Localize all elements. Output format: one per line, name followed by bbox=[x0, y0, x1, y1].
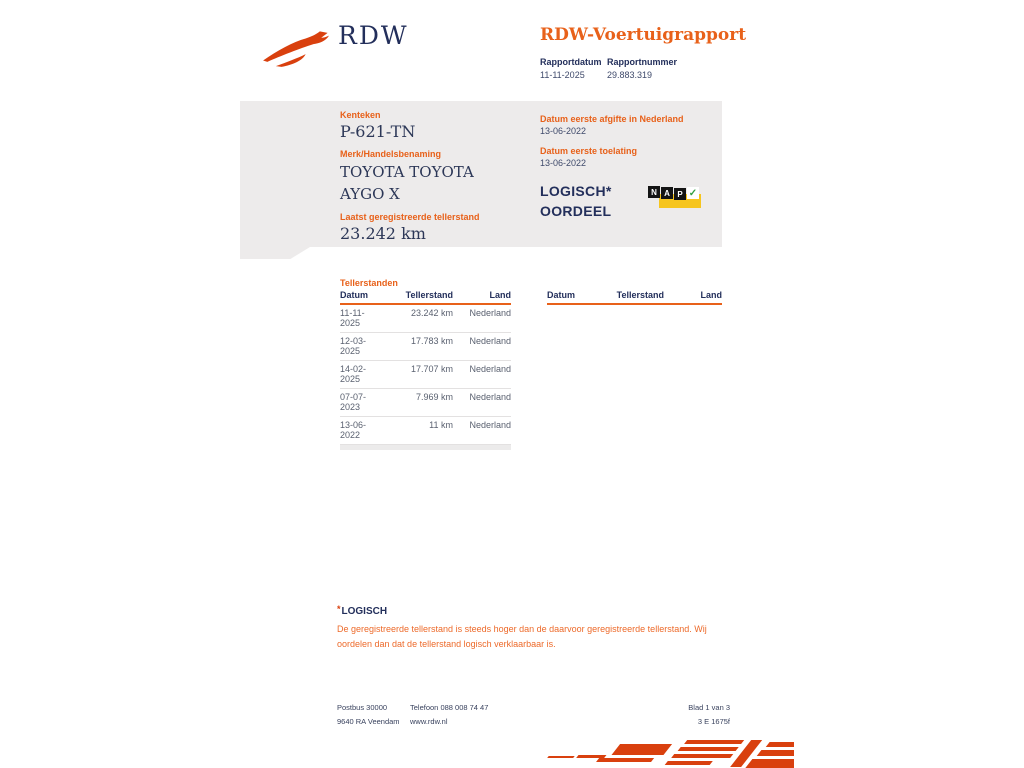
table-row bbox=[340, 417, 511, 445]
kenteken-label: Kenteken bbox=[340, 110, 381, 120]
report-date-column bbox=[540, 57, 607, 80]
footer-phone: Telefoon 088 008 74 47 bbox=[410, 703, 489, 712]
cell-datum: 14-02-2025 bbox=[340, 364, 367, 384]
eerste-toelating-value: 13-06-2022 bbox=[540, 158, 587, 168]
nap-logo bbox=[648, 185, 702, 211]
cell-tellerstand: 17.783 km bbox=[410, 336, 453, 346]
report-number-value: 29.883.319 bbox=[607, 70, 653, 80]
report-number-label: Rapportnummer bbox=[607, 57, 678, 67]
footer-address-column bbox=[337, 701, 410, 729]
footer-contact-column bbox=[410, 701, 630, 729]
cell-datum: 13-06-2022 bbox=[340, 420, 367, 440]
laatste-tellerstand-label: Laatst geregistreerde tellerstand bbox=[340, 212, 480, 222]
cell-land: Nederland bbox=[469, 420, 511, 430]
cell-datum: 11-11-2025 bbox=[340, 308, 365, 328]
cell-tellerstand: 17.707 km bbox=[410, 364, 453, 374]
column-header-tellerstand: Tellerstand bbox=[616, 290, 664, 300]
report-date-value: 11-11-2025 bbox=[540, 70, 585, 80]
merk-value: TOYOTA TOYOTA AYGO X bbox=[340, 163, 474, 203]
eerste-toelating-label: Datum eerste toelating bbox=[540, 146, 638, 156]
footer-address-line1: Postbus 30000 bbox=[337, 703, 388, 712]
footer-page-column bbox=[630, 701, 730, 729]
footer-page-indicator: Blad 1 van 3 bbox=[688, 703, 730, 712]
column-header-tellerstand: Tellerstand bbox=[405, 290, 453, 300]
cell-datum: 12-03-2025 bbox=[340, 336, 367, 356]
table-row bbox=[340, 389, 511, 417]
cell-tellerstand: 23.242 km bbox=[410, 308, 453, 318]
check-icon: ✓ bbox=[688, 187, 698, 199]
merk-label: Merk/Handelsbenaming bbox=[340, 149, 442, 159]
eerste-afgifte-label: Datum eerste afgifte in Nederland bbox=[540, 114, 684, 124]
table-row bbox=[340, 333, 511, 361]
footnote-body: De geregistreerde tellerstand is steeds hoger dan de daarvoor geregistreerde tellerstand. Wij oordelen dan dat de tellerstand logisch verklaarbaar is. bbox=[337, 624, 707, 649]
cell-land: Nederland bbox=[469, 336, 511, 346]
rdw-bird-logo-icon bbox=[256, 25, 334, 69]
wing-decoration-icon bbox=[538, 739, 794, 768]
vehicle-card-left-column bbox=[340, 110, 490, 251]
footnote-asterisk: * bbox=[337, 604, 341, 614]
report-meta bbox=[540, 57, 677, 80]
table-header-row bbox=[547, 290, 722, 305]
logisch-footnote bbox=[337, 604, 733, 652]
table-row bbox=[340, 305, 511, 333]
cell-tellerstand: 7.969 km bbox=[415, 392, 453, 402]
column-header-datum: Datum bbox=[547, 290, 576, 300]
table-header-row bbox=[340, 290, 511, 305]
report-date-label: Rapportdatum bbox=[540, 57, 602, 67]
document-title: RDW-Voertuigrapport bbox=[540, 25, 747, 45]
tellerstanden-section-title: Tellerstanden bbox=[340, 278, 398, 288]
footer-website: www.rdw.nl bbox=[410, 717, 448, 726]
footer-document-code: 3 E 1675f bbox=[697, 717, 730, 726]
nap-letter-n: N bbox=[648, 186, 660, 198]
nap-letter-a: A bbox=[661, 187, 673, 199]
footnote-heading bbox=[337, 604, 733, 617]
laatste-tellerstand-value: 23.242 km bbox=[340, 224, 426, 243]
footnote-title: LOGISCH bbox=[341, 606, 388, 617]
footer-address-line2: 9640 RA Veendam bbox=[337, 717, 400, 726]
report-number-column bbox=[607, 57, 677, 80]
kenteken-value: P-621-TN bbox=[340, 122, 416, 141]
cell-tellerstand: 11 km bbox=[429, 420, 453, 430]
eerste-afgifte-value: 13-06-2022 bbox=[540, 126, 587, 136]
oordeel-line1: LOGISCH* bbox=[540, 183, 612, 199]
column-header-land: Land bbox=[489, 290, 511, 300]
cell-land: Nederland bbox=[469, 364, 511, 374]
table-end-bar bbox=[340, 445, 511, 450]
vehicle-summary-card bbox=[240, 101, 722, 247]
tellerstanden-table bbox=[340, 290, 511, 450]
cell-land: Nederland bbox=[469, 308, 511, 318]
cell-land: Nederland bbox=[469, 392, 511, 402]
table-row bbox=[340, 361, 511, 389]
page-footer bbox=[337, 701, 730, 729]
cell-datum: 07-07-2023 bbox=[340, 392, 367, 412]
tellerstanden-table-empty bbox=[547, 290, 722, 305]
nap-letter-p: P bbox=[674, 188, 686, 200]
rdw-wordmark: RDW bbox=[338, 21, 409, 50]
column-header-datum: Datum bbox=[340, 290, 369, 300]
column-header-land: Land bbox=[700, 290, 722, 300]
oordeel-line2: OORDEEL bbox=[540, 203, 612, 219]
